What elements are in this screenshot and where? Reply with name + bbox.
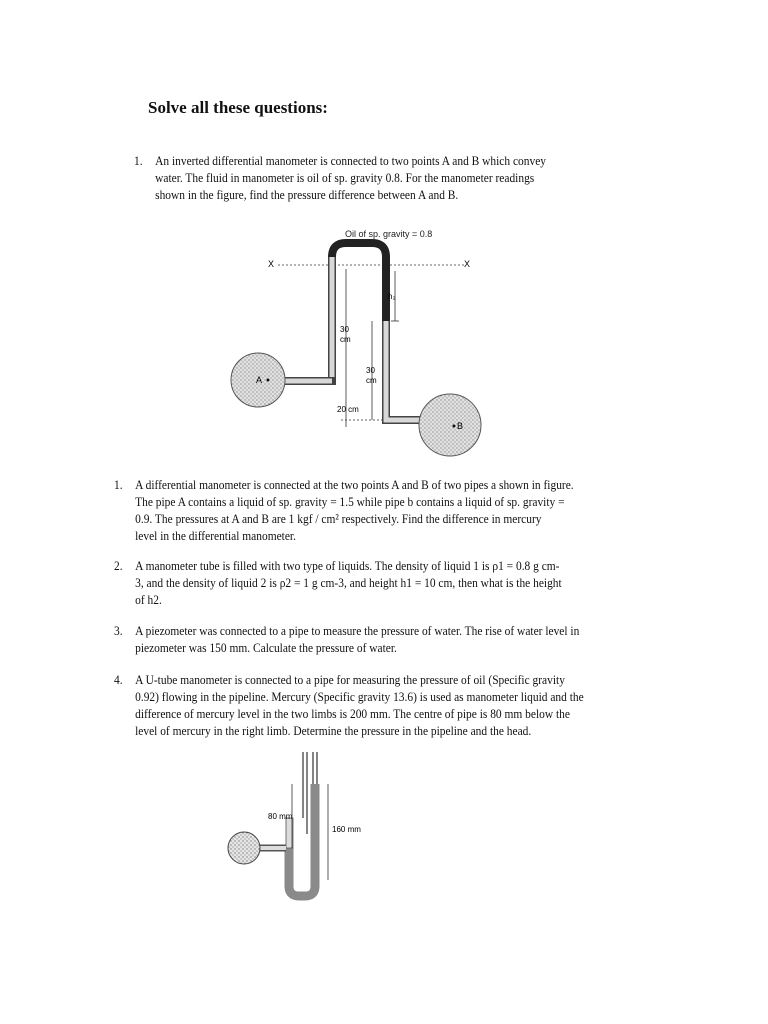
right-limb-water [386, 321, 422, 420]
question-number: 4. [114, 672, 123, 687]
question-number: 2. [114, 558, 123, 573]
question-text-line: shown in the figure, find the pressure difference between A and B. [155, 187, 459, 202]
question-text-line: level in the differential manometer. [135, 528, 296, 543]
question-number: 1. [114, 477, 123, 492]
question-text-line: 0.9. The pressures at A and B are 1 kgf / cm² respectively. Find the difference in mercury [135, 511, 542, 526]
pipe-b [419, 394, 481, 456]
question-text-line: level of mercury in the right limb. Determine the pressure in the pipeline and the head. [135, 723, 532, 738]
right-30cm-label-bottom: cm [366, 376, 377, 385]
question-text-line: piezometer was 150 mm. Calculate the pressure of water. [135, 640, 397, 655]
point-b-label: B [457, 421, 464, 431]
h2-label: h₂ [388, 292, 396, 301]
question-text-line: water. The fluid in manometer is oil of sp. gravity 0.8. For the manometer readings [155, 170, 535, 185]
pipe [228, 832, 260, 864]
u-tube-manometer-figure [210, 748, 380, 908]
question-number: 3. [114, 623, 123, 638]
point-a-label: A [256, 375, 263, 385]
question-text-line: A differential manometer is connected at the two points A and B of two pipes a shown in figure. [135, 477, 574, 492]
question-text-line: The pipe A contains a liquid of sp. gravity = 1.5 while pipe b contains a liquid of sp. gravity = [135, 494, 565, 509]
left-30cm-label-bottom: cm [340, 335, 351, 344]
x-label-right: X [464, 259, 471, 269]
question-text-line: difference of mercury level in the two limbs is 200 mm. The centre of pipe is 80 mm below the [135, 706, 570, 721]
inverted-manometer-figure [200, 215, 510, 460]
point-b-marker [453, 425, 456, 428]
question-text-line: A piezometer was connected to a pipe to measure the pressure of water. The rise of water level in [135, 623, 580, 638]
question-text-line: 0.92) flowing in the pipeline. Mercury (Specific gravity 13.6) is used as manometer liquid and the [135, 689, 584, 704]
right-30cm-label-top: 30 [366, 366, 375, 375]
point-a-marker [267, 379, 270, 382]
80mm-label: 80 mm [268, 812, 293, 821]
question-text-line: An inverted differential manometer is connected to two points A and B which convey [155, 153, 547, 168]
question-text-line: A U-tube manometer is connected to a pipe for measuring the pressure of oil (Specific gravity [135, 672, 565, 687]
question-text-line: 3, and the density of liquid 2 is ρ2 = 1 g cm-3, and height h1 = 10 cm, then what is the height [135, 575, 562, 590]
20cm-label: 20 cm [337, 405, 359, 414]
question-text-line: of h2. [135, 592, 162, 607]
160mm-label: 160 mm [332, 825, 361, 834]
question-number: 1. [134, 153, 143, 168]
x-label-left: X [268, 259, 275, 269]
question-text-line: A manometer tube is filled with two type of liquids. The density of liquid 1 is ρ1 = 0.8 g cm- [135, 558, 560, 573]
oil-gravity-label: Oil of sp. gravity = 0.8 [345, 229, 433, 239]
right-limb-outline [386, 321, 422, 420]
page-heading: Solve all these questions: [148, 98, 328, 117]
oil-filled-tube-top [332, 243, 386, 385]
left-30cm-label-top: 30 [340, 325, 349, 334]
